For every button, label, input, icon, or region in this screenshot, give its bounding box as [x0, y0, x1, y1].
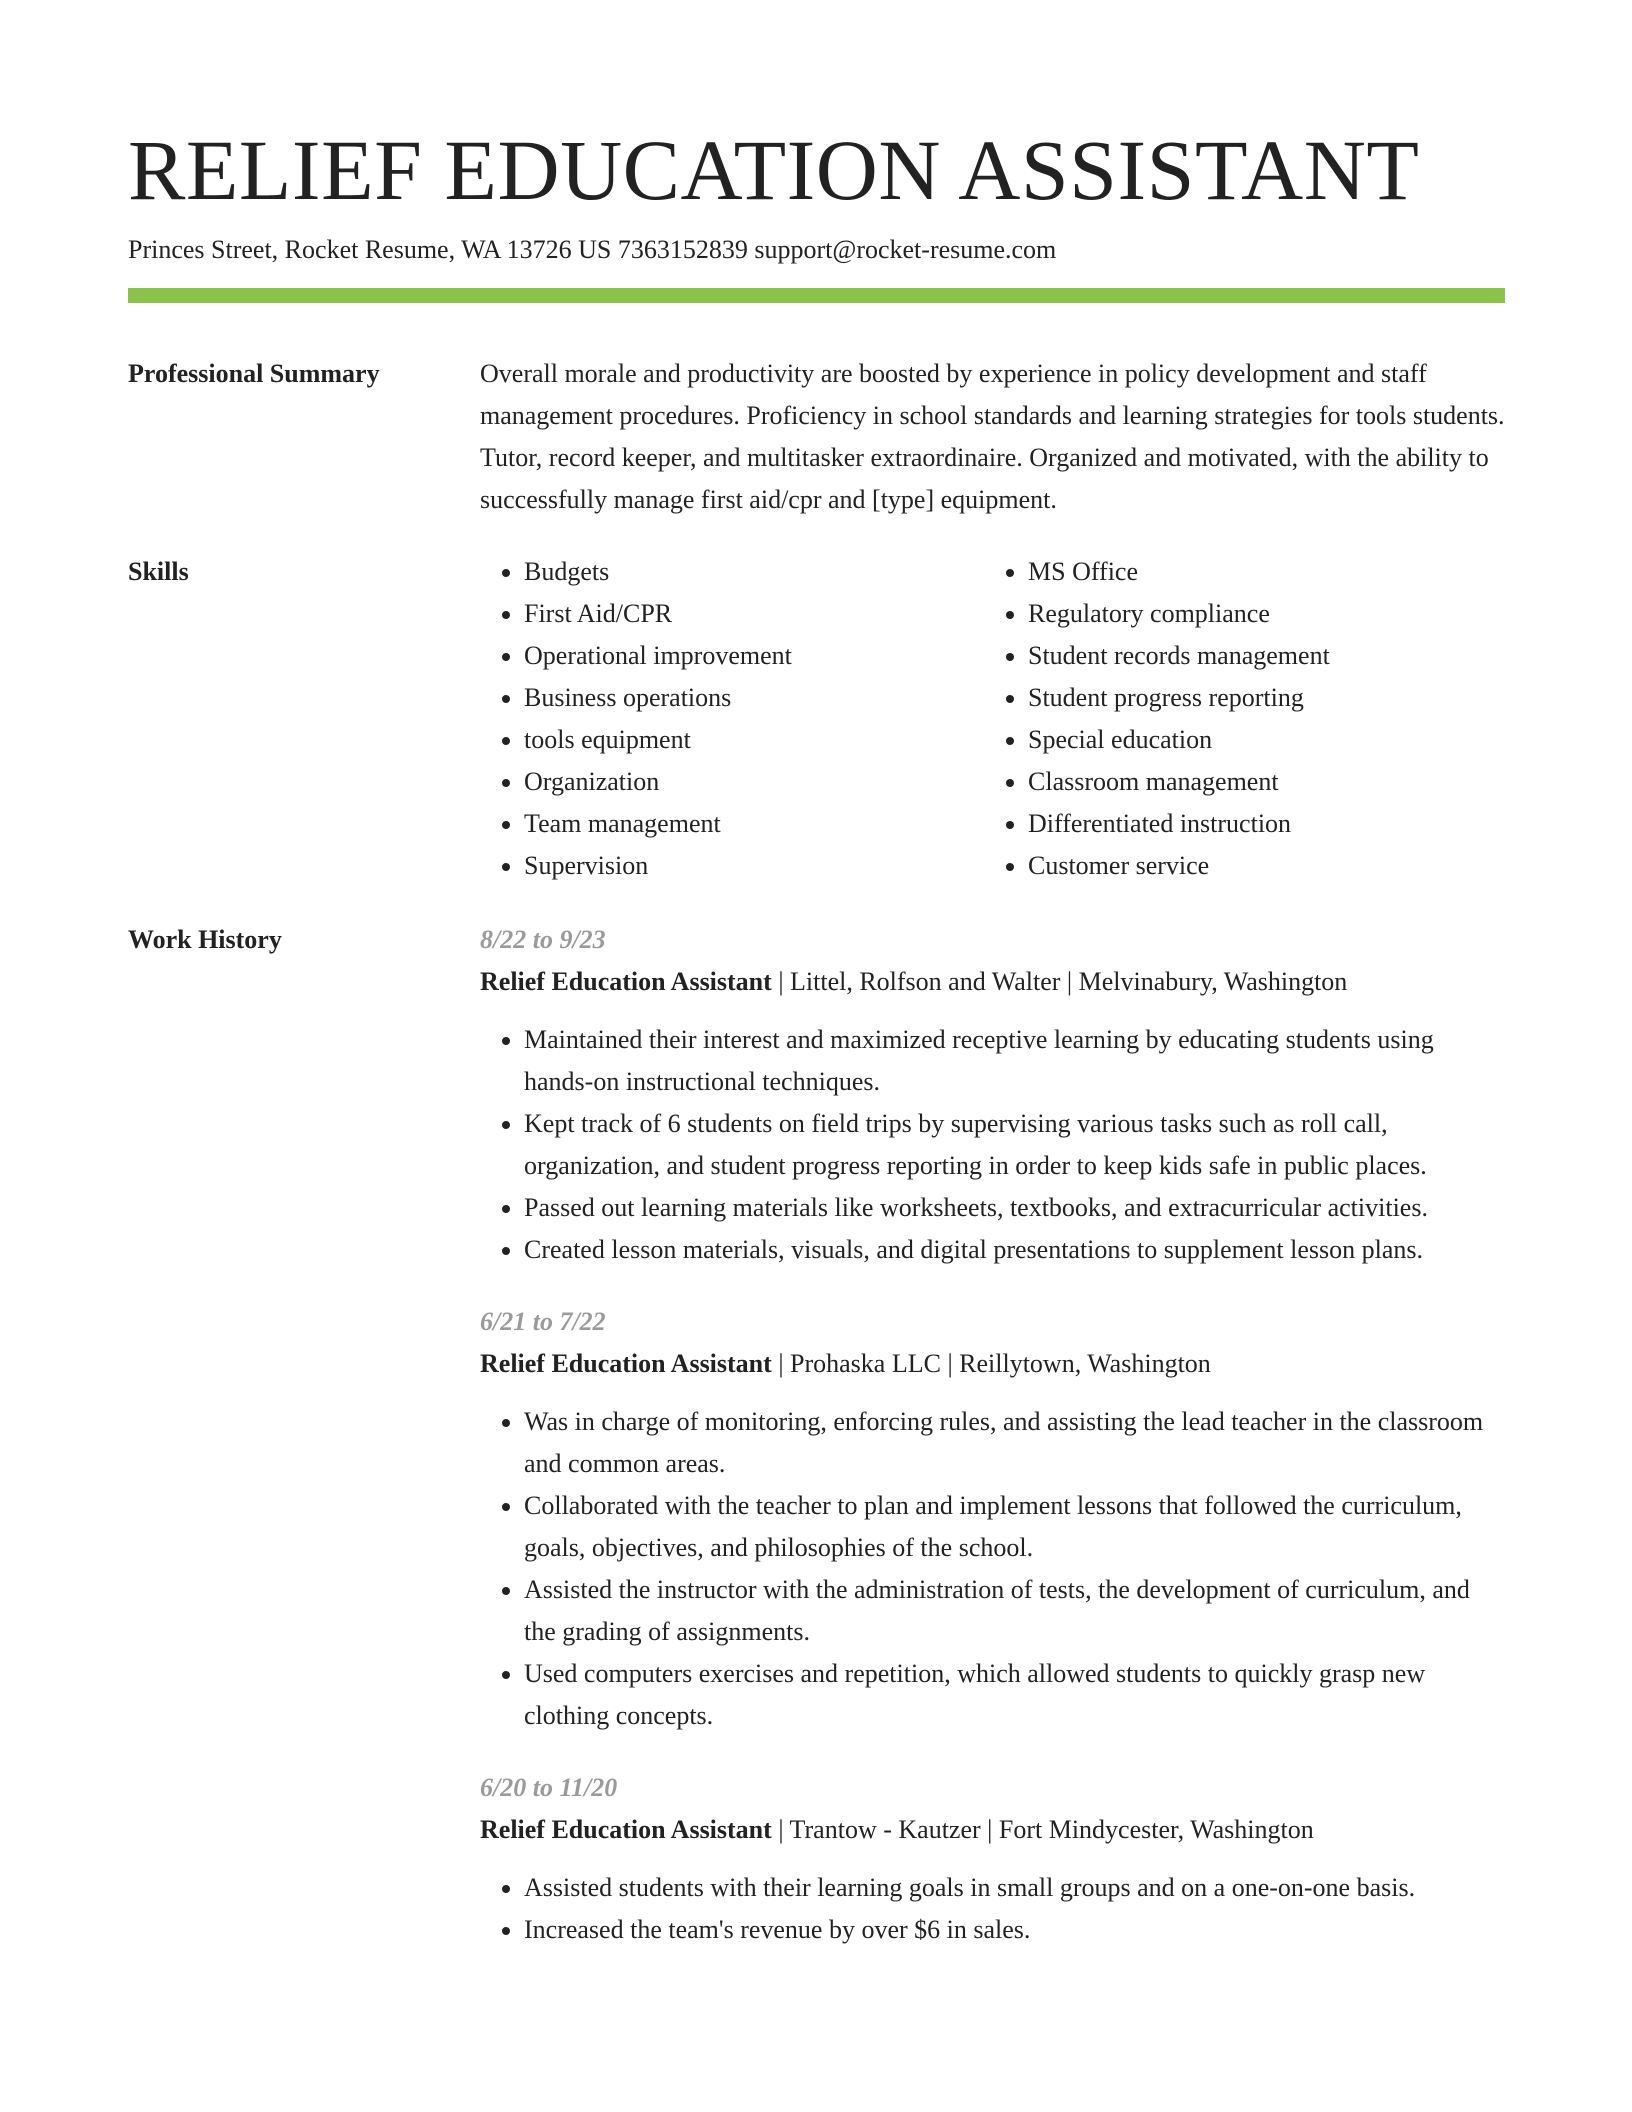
skill-item: • Budgets	[524, 551, 984, 593]
job-dates: 6/20 to 11/20	[480, 1773, 618, 1802]
resume-name: RELIEF EDUCATION ASSISTANT	[128, 122, 1420, 218]
job-bullet: • Kept track of 6 students on field trips by supervising various tasks such as roll call, organization, and student progress reporting in order to keep kids safe in public places.	[524, 1103, 1505, 1187]
work-history-section	[128, 919, 1505, 1951]
job-details: | Trantow - Kautzer | Fort Mindycester, Washington	[771, 1815, 1314, 1844]
work-history-heading: Work History	[128, 925, 282, 954]
job-bullet: • Passed out learning materials like worksheets, textbooks, and extracurricular activities.	[524, 1187, 1505, 1229]
job-bullets	[480, 1867, 1505, 1951]
skills-column-right	[984, 551, 1488, 887]
resume-page	[128, 118, 1505, 1951]
skill-item: • Student records management	[1028, 635, 1488, 677]
skill-item: • Organization	[524, 761, 984, 803]
job-bullets	[480, 1401, 1505, 1737]
skills-heading: Skills	[128, 557, 189, 586]
summary-text: Overall morale and productivity are boosted by experience in policy development and staff management procedures. Proficiency in school standards and learning strategies for tools students. Tutor, record keeper, and multitasker extraordinaire. Organized and motivated, with the ability to successfully manage first aid/cpr and [type] equipment.	[480, 359, 1505, 514]
job-bullet: • Maintained their interest and maximized receptive learning by educating students using hands-on instructional techniques.	[524, 1019, 1505, 1103]
job-title: Relief Education Assistant	[480, 1349, 772, 1378]
job-bullet: • Created lesson materials, visuals, and digital presentations to supplement lesson plans.	[524, 1229, 1505, 1271]
job-header	[480, 961, 1505, 1003]
skills-section	[128, 551, 1505, 887]
job-title: Relief Education Assistant	[480, 967, 772, 996]
contact-line	[128, 232, 1505, 268]
skill-item: • Special education	[1028, 719, 1488, 761]
skill-item: • tools equipment	[524, 719, 984, 761]
job-dates: 6/21 to 7/22	[480, 1307, 606, 1336]
skill-item: • Team management	[524, 803, 984, 845]
header-divider	[128, 288, 1505, 303]
job-title: Relief Education Assistant	[480, 1815, 772, 1844]
job-details: | Prohaska LLC | Reillytown, Washington	[771, 1349, 1211, 1378]
skill-item: • First Aid/CPR	[524, 593, 984, 635]
summary-heading: Professional Summary	[128, 359, 380, 388]
job-bullet: • Was in charge of monitoring, enforcing rules, and assisting the lead teacher in the classroom and common areas.	[524, 1401, 1505, 1485]
skill-item: • MS Office	[1028, 551, 1488, 593]
job-entry	[480, 1301, 1505, 1737]
job-bullet: • Collaborated with the teacher to plan and implement lessons that followed the curriculum, goals, objectives, and philosophies of the school.	[524, 1485, 1505, 1569]
job-bullet: • Increased the team's revenue by over $6 in sales.	[524, 1909, 1505, 1951]
contact-phone: 7363152839	[617, 235, 748, 264]
job-details: | Littel, Rolfson and Walter | Melvinabury, Washington	[771, 967, 1348, 996]
job-dates: 8/22 to 9/23	[480, 925, 606, 954]
skill-item: • Regulatory compliance	[1028, 593, 1488, 635]
job-bullets	[480, 1019, 1505, 1271]
job-entry	[480, 919, 1505, 1271]
skill-item: • Classroom management	[1028, 761, 1488, 803]
skill-item: • Operational improvement	[524, 635, 984, 677]
skill-item: • Differentiated instruction	[1028, 803, 1488, 845]
job-header	[480, 1809, 1505, 1851]
skills-column-left	[480, 551, 984, 887]
job-header	[480, 1343, 1505, 1385]
job-bullet: • Assisted the instructor with the administration of tests, the development of curriculum, and the grading of assignments.	[524, 1569, 1505, 1653]
summary-section	[128, 353, 1505, 521]
skill-item: • Supervision	[524, 845, 984, 887]
skill-item: • Customer service	[1028, 845, 1488, 887]
skills-list	[480, 551, 1505, 887]
job-bullet: • Used computers exercises and repetition, which allowed students to quickly grasp new clothing concepts.	[524, 1653, 1505, 1737]
skill-item: • Business operations	[524, 677, 984, 719]
job-entry	[480, 1767, 1505, 1951]
contact-address: Princes Street, Rocket Resume, WA 13726 US	[128, 235, 612, 264]
job-bullet: • Assisted students with their learning goals in small groups and on a one-on-one basis.	[524, 1867, 1505, 1909]
contact-email: support@rocket-resume.com	[754, 235, 1057, 264]
skill-item: • Student progress reporting	[1028, 677, 1488, 719]
